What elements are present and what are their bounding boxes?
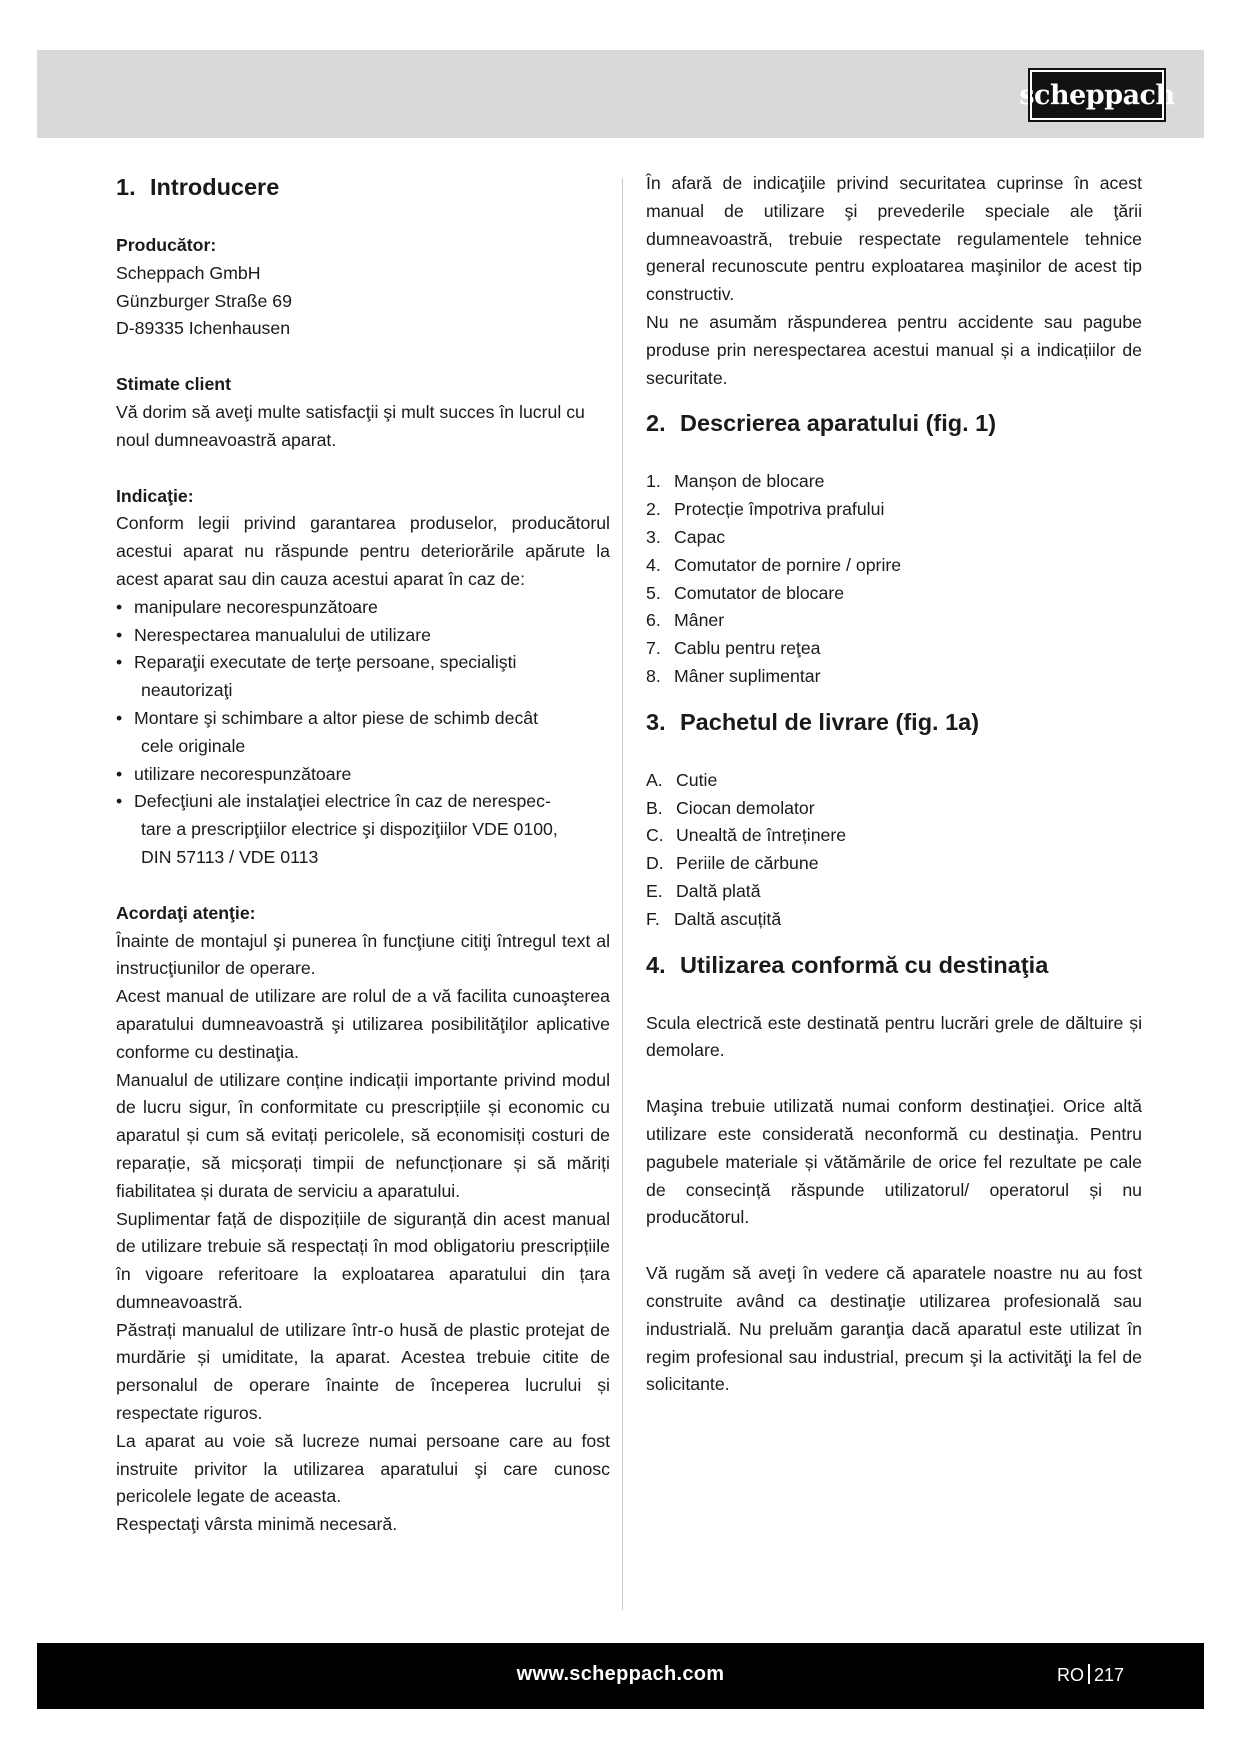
page-header bbox=[37, 50, 1204, 138]
list-item: • Defecţiuni ale instalaţiei electrice în caz de nerespec- tare a prescripţiilor electrice şi dispoziţiilor VDE 0100, DIN 57113 / VDE 0113 bbox=[116, 788, 610, 871]
section-4-heading bbox=[646, 948, 1142, 982]
list-item: 1. Manșon de blocare bbox=[646, 471, 825, 492]
attention-paragraph: Manualul de utilizare conține indicații importante privind modul de lucru sigur, în conformitate cu prescripțiile și economic cu aparatul și cum să evitați pericolele, să economisiți costuri de reparație, să micșorați timpii de nefuncționare și să măriți fiabilitatea și durata de serviciu a aparatului. bbox=[116, 1069, 610, 1201]
list-item: • manipulare necorespunzătoare bbox=[116, 594, 610, 622]
left-column bbox=[116, 170, 610, 1539]
section-title: Descrierea aparatului (fig. 1) bbox=[680, 410, 997, 437]
right-column bbox=[646, 170, 1142, 1399]
list-item: • Reparaţii executate de terţe persoane, specialişti neautorizaţi bbox=[116, 649, 610, 705]
list-item: 4. Comutator de pornire / oprire bbox=[646, 554, 902, 575]
intro-paragraph: Nu ne asumăm răspunderea pentru accidente sau pagube produse prin nerespectarea acestui manual și a indicațiilor de securitate. bbox=[646, 311, 1142, 388]
note-label: Indicaţie: bbox=[116, 485, 194, 506]
list-item: • utilizare necorespunzătoare bbox=[116, 761, 610, 789]
delivery-list bbox=[646, 767, 1142, 934]
list-item: 2. Protecție împotriva prafului bbox=[646, 499, 885, 520]
producer-label: Producător: bbox=[116, 235, 217, 255]
list-item: 6. Mâner bbox=[646, 610, 725, 631]
list-item: D. Periile de cărbune bbox=[646, 853, 819, 874]
section-title: Pachetul de livrare (fig. 1a) bbox=[680, 708, 980, 735]
section-number: 1. bbox=[116, 174, 136, 200]
parts-list bbox=[646, 468, 1142, 690]
section-number: 2. bbox=[646, 410, 666, 437]
intro-paragraph: În afară de indicaţiile privind securitatea cuprinse în acest manual de utilizare şi prevederile speciale ale ţării dumneavoastră, trebuie respectate regulamentele tehnice general recunoscute pentru exploatarea maşinilor de acest tip constructiv. bbox=[646, 173, 1142, 305]
page-indicator bbox=[1057, 1664, 1124, 1686]
list-item: B. Ciocan demolator bbox=[646, 797, 815, 818]
list-item: 5. Comutator de blocare bbox=[646, 582, 845, 603]
liability-list bbox=[116, 594, 610, 872]
section-number: 4. bbox=[646, 951, 666, 978]
client-label: Stimate client bbox=[116, 374, 232, 395]
scheppach-logo: scheppach bbox=[1030, 70, 1164, 120]
attention-paragraph: Suplimentar față de dispozițiile de siguranță din acest manual de utilizare trebuie să respectați în mod obligatoriu prescripțiile în vigoare referitoare la exploatarea aparatului din țara dumneavoastră. bbox=[116, 1208, 610, 1312]
section-number: 3. bbox=[646, 708, 666, 735]
section-2-heading bbox=[646, 406, 1142, 440]
producer-line: Günzburger Straße 69 bbox=[116, 290, 292, 311]
list-item: C. Unealtă de întreținere bbox=[646, 825, 847, 846]
use-paragraph: Maşina trebuie utilizată numai conform destinaţiei. Orice altă utilizare este considerată neconformă cu destinaţia. Pentru pagubele materiale și vătămările de orice fel rezultate pe cale de consecință răspunde utilizatorul/ operatorul și nu producătorul. bbox=[646, 1096, 1142, 1228]
website-link[interactable]: www.scheppach.com bbox=[516, 1663, 725, 1685]
list-item: • Nerespectarea manualului de utilizare bbox=[116, 622, 610, 650]
use-paragraph: Vă rugăm să aveţi în vedere că aparatele noastre nu au fost construite având ca destinaţie utilizarea profesională sau industrială. Nu preluăm garanţia dacă aparatul este utilizat în regim profesional sau industrial, precum şi la activităţi la fel de solicitante. bbox=[646, 1263, 1142, 1395]
attention-paragraph: Respectaţi vârsta minimă necesară. bbox=[116, 1514, 398, 1535]
list-item: A. Cutie bbox=[646, 769, 718, 790]
client-text: Vă dorim să aveţi multe satisfacţii şi mult succes în lucrul cu noul dumneavoastră aparat. bbox=[116, 401, 585, 450]
section-title: Utilizarea conformă cu destinaţia bbox=[680, 951, 1049, 978]
list-item: • Montare şi schimbare a altor piese de schimb decât cele originale bbox=[116, 705, 610, 761]
section-3-heading bbox=[646, 705, 1142, 739]
column-divider bbox=[622, 178, 623, 1610]
attention-paragraph: La aparat au voie să lucreze numai persoane care au fost instruite privitor la utilizarea aparatului şi care cunosc pericolele legate de aceasta. bbox=[116, 1430, 610, 1507]
list-item: 7. Cablu pentru reţea bbox=[646, 638, 821, 659]
section-1-heading bbox=[116, 170, 610, 204]
language-code: RO bbox=[1056, 1665, 1084, 1685]
list-item: F. Daltă ascuțită bbox=[646, 908, 782, 929]
list-item: 8. Mâner suplimentar bbox=[646, 665, 821, 686]
use-paragraph: Scula electrică este destinată pentru lucrări grele de dăltuire și demolare. bbox=[646, 1012, 1142, 1061]
list-item: E. Daltă plată bbox=[646, 880, 761, 901]
attention-paragraph: Acest manual de utilizare are rolul de a vă facilita cunoaşterea aparatului dumneavoastră şi utilizarea posibilităţilor aplicative conforme cu destinaţia. bbox=[116, 986, 610, 1062]
page-number: 217 bbox=[1093, 1665, 1124, 1685]
note-text: Conform legii privind garantarea produselor, producătorul acestui aparat nu răspunde pentru deteriorările apărute la acest aparat sau din cauza acestui aparat în caz de: bbox=[116, 513, 610, 589]
page-footer bbox=[37, 1643, 1204, 1709]
attention-paragraph: Păstrați manualul de utilizare într-o husă de plastic protejat de murdărie și umiditate, la aparat. Acestea trebuie citite de personalul de operare înainte de începerea lucrului și respectate riguros. bbox=[116, 1319, 610, 1424]
attention-paragraph: Înainte de montajul şi punerea în funcţiune citiţi întregul text al instrucţiunilor de operare. bbox=[116, 930, 610, 979]
attention-label: Acordaţi atenţie: bbox=[116, 902, 256, 923]
list-item: 3. Capac bbox=[646, 526, 726, 547]
producer-line: Scheppach GmbH bbox=[116, 262, 261, 283]
producer-line: D-89335 Ichenhausen bbox=[116, 318, 291, 339]
section-title: Introducere bbox=[150, 174, 280, 200]
